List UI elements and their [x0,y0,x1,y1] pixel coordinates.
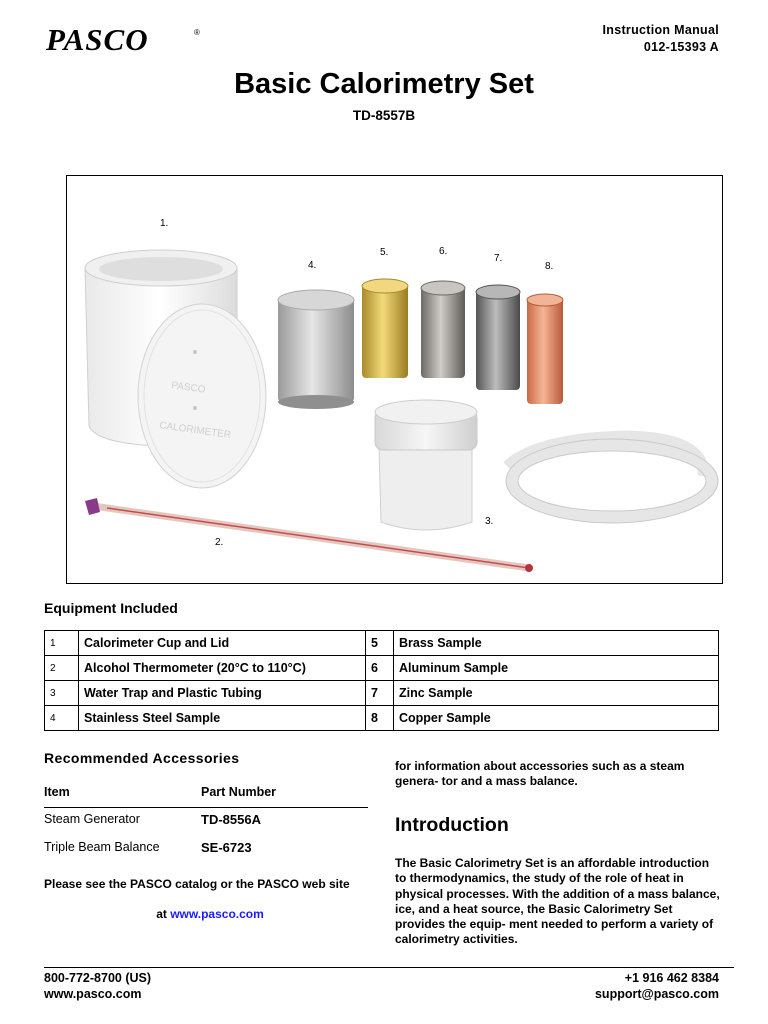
introduction-body: The Basic Calorimetry Set is an affordable introduction to thermodynamics, the study of the role of heat in physical processes. With the addition of a mass balance, ice, and a heat source, the Basic Calorimetry Set provides the equip- ment needed to perform a variety of calorimetry activities. [395,856,720,947]
callout-7: 7. [494,253,503,264]
accessories-note-continued: for information about accessories such as a steam genera- tor and a mass balance. [395,759,685,789]
item-name: Copper Sample [394,706,719,731]
item-number: 6 [366,656,394,681]
accessory-item: Triple Beam Balance [44,840,160,854]
brass-sample [362,279,408,378]
plastic-tubing [507,436,712,517]
item-name: Water Trap and Plastic Tubing [79,681,366,706]
item-number: 1 [45,631,79,656]
svg-text:PASCO: PASCO [46,26,149,57]
note-at: at [156,907,167,921]
svg-text:®: ® [194,28,200,37]
phone-international: +1 916 462 8384 [624,971,719,985]
stainless-steel-sample [278,290,354,409]
page-title: Basic Calorimetry Set [234,68,534,100]
accessories-note: Please see the PASCO catalog or the PASCO web site [44,877,350,891]
svg-text:CALORIMETER: CALORIMETER [158,420,232,442]
doc-number: 012-15393 A [643,40,719,54]
accessories-note-link-line [0,907,420,922]
table-row [45,631,719,656]
pasco-website-link[interactable]: www.pasco.com [170,907,264,921]
item-name: Brass Sample [394,631,719,656]
item-number: 5 [366,631,394,656]
calorimeter-lid [138,304,266,488]
accessories-heading: Recommended Accessories [44,750,240,766]
accessory-part: TD-8556A [201,812,261,827]
item-name: Calorimeter Cup and Lid [79,631,366,656]
equipment-table [44,630,719,731]
footer-divider [44,967,734,968]
item-name: Zinc Sample [394,681,719,706]
callout-5: 5. [380,247,389,258]
item-name: Alcohol Thermometer (20°C to 110°C) [79,656,366,681]
zinc-sample [476,285,520,390]
callout-2: 2. [215,537,224,548]
callout-3: 3. [485,516,494,527]
item-number: 8 [366,706,394,731]
water-trap [375,400,477,530]
table-row [45,681,719,706]
doc-type: Instruction Manual [602,23,719,37]
item-name: Stainless Steel Sample [79,706,366,731]
footer-right [595,970,719,1002]
doc-info [602,22,719,56]
support-email[interactable]: support@pasco.com [594,987,719,1001]
equipment-heading: Equipment Included [44,600,178,616]
callout-4: 4. [308,260,317,271]
pasco-logo [46,26,216,58]
product-illustration [67,176,723,584]
introduction-heading: Introduction [395,814,509,836]
model-number: TD-8557B [352,108,416,123]
col-part-number: Part Number [201,785,277,799]
svg-text:PASCO: PASCO [170,380,207,396]
item-name: Aluminum Sample [394,656,719,681]
accessory-part: SE-6723 [201,840,252,855]
table-row [45,706,719,731]
item-number: 3 [45,681,79,706]
footer-left [44,970,151,1002]
callout-8: 8. [545,261,554,272]
item-number: 7 [366,681,394,706]
callout-1: 1. [160,218,169,229]
phone-us: 800-772-8700 (US) [44,971,152,985]
callout-6: 6. [439,246,448,257]
accessories-header [44,785,368,808]
item-number: 2 [45,656,79,681]
footer-website[interactable]: www.pasco.com [44,987,142,1001]
col-item: Item [44,785,70,799]
product-photo [66,175,723,584]
copper-sample [527,294,563,404]
table-row [45,656,719,681]
aluminum-sample [421,281,465,378]
accessory-item: Steam Generator [44,812,140,826]
item-number: 4 [45,706,79,731]
